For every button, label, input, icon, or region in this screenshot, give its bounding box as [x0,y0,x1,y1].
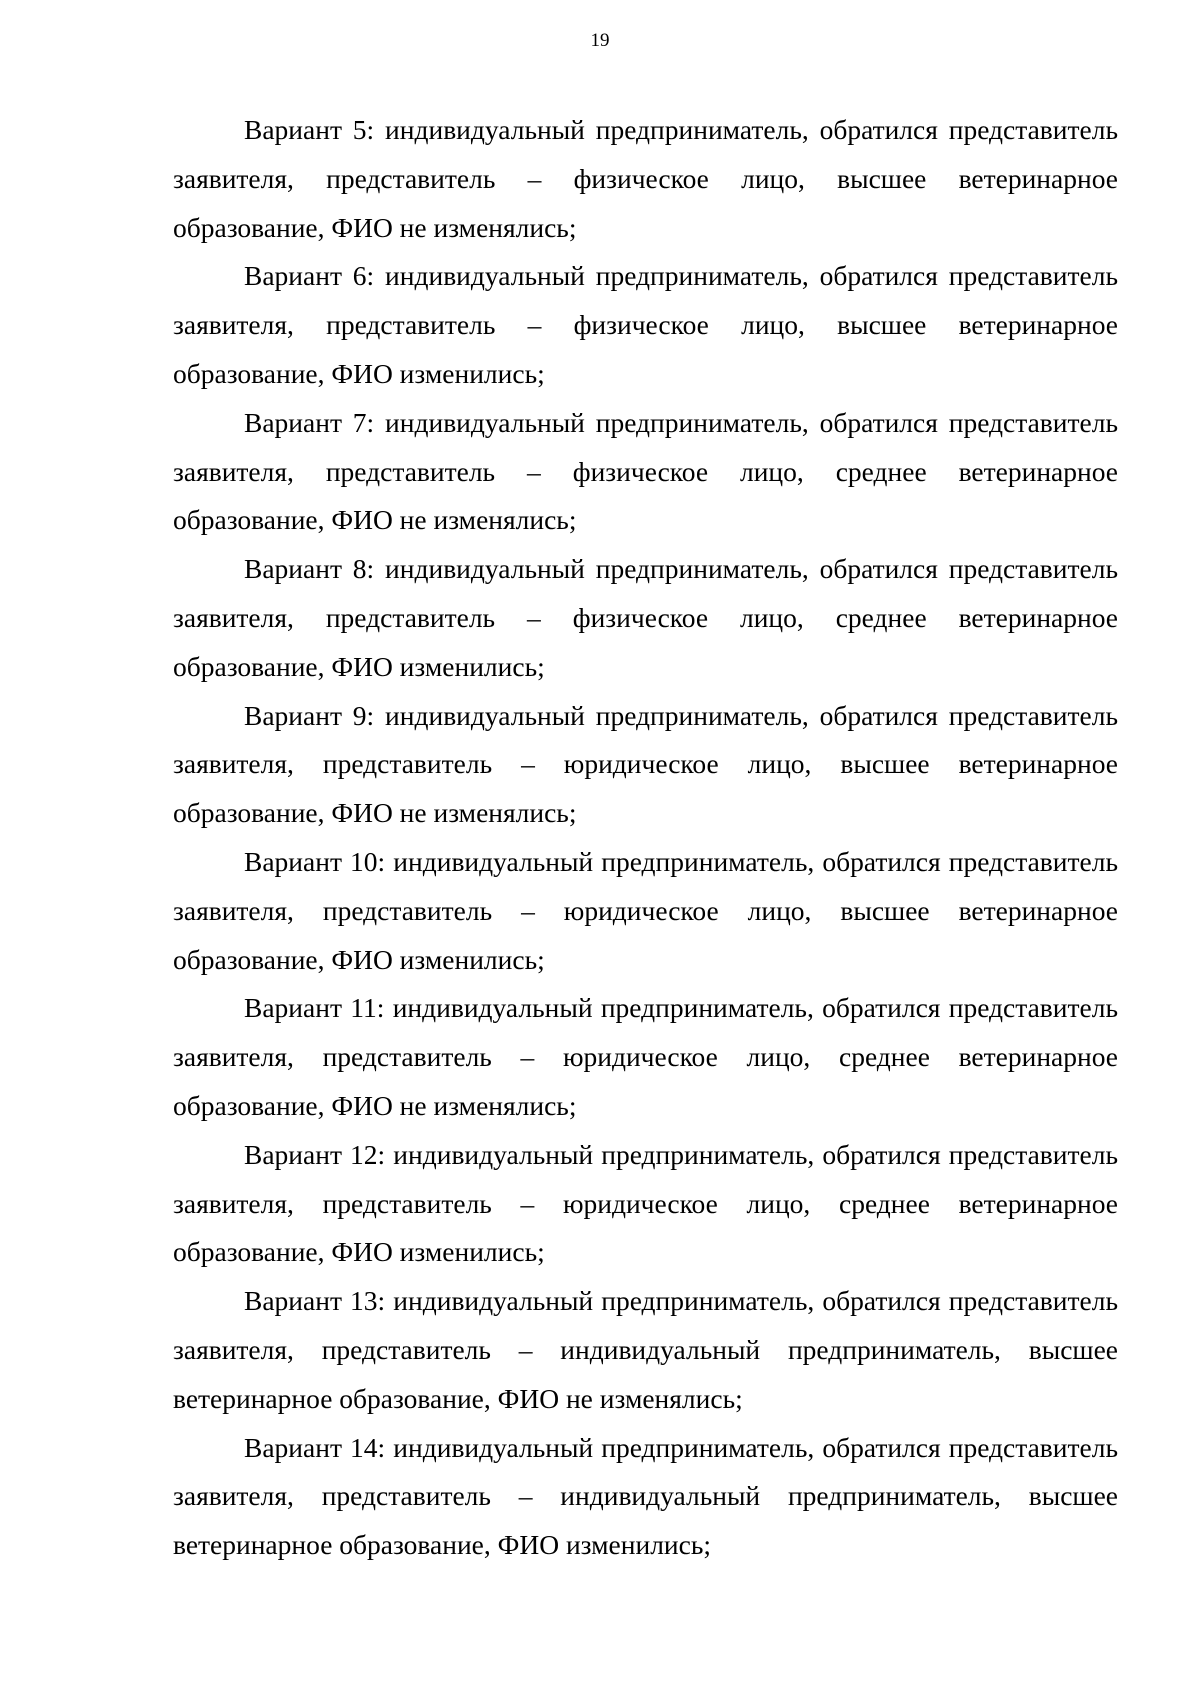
body-text [173,106,1118,1570]
paragraph-variant-13: Вариант 13: индивидуальный предприниматель, обратился представитель заявителя, представитель – индивидуальный предприниматель, высшее ветеринарное образование, ФИО не изменялись; [173,1285,1118,1414]
paragraph-variant-11: Вариант 11: индивидуальный предприниматель, обратился представитель заявителя, представитель – юридическое лицо, среднее ветеринарное образование, ФИО не изменялись; [173,992,1118,1121]
paragraph-variant-14: Вариант 14: индивидуальный предприниматель, обратился представитель заявителя, представитель – индивидуальный предприниматель, высшее ветеринарное образование, ФИО изменились; [173,1431,1118,1561]
page-number: 19 [590,30,610,51]
paragraph-variant-10: Вариант 10: индивидуальный предприниматель, обратился представитель заявителя, представитель – юридическое лицо, высшее ветеринарное образование, ФИО изменились; [173,845,1118,975]
paragraph-variant-8: Вариант 8: индивидуальный предприниматель, обратился представитель заявителя, представитель – физическое лицо, среднее ветеринарное образование, ФИО изменились; [173,553,1118,682]
paragraph-variant-9: Вариант 9: индивидуальный предприниматель, обратился представитель заявителя, представитель – юридическое лицо, высшее ветеринарное образование, ФИО не изменялись; [173,699,1118,829]
paragraph-variant-7: Вариант 7: индивидуальный предприниматель, обратился представитель заявителя, представитель – физическое лицо, среднее ветеринарное образование, ФИО не изменялись; [173,406,1118,536]
paragraph-variant-5: Вариант 5: индивидуальный предприниматель, обратился представитель заявителя, представитель – физическое лицо, высшее ветеринарное образование, ФИО не изменялись; [173,114,1118,243]
paragraph-variant-12: Вариант 12: индивидуальный предприниматель, обратился представитель заявителя, представитель – юридическое лицо, среднее ветеринарное образование, ФИО изменились; [173,1138,1118,1268]
paragraph-variant-6: Вариант 6: индивидуальный предприниматель, обратился представитель заявителя, представитель – физическое лицо, высшее ветеринарное образование, ФИО изменились; [173,260,1118,389]
